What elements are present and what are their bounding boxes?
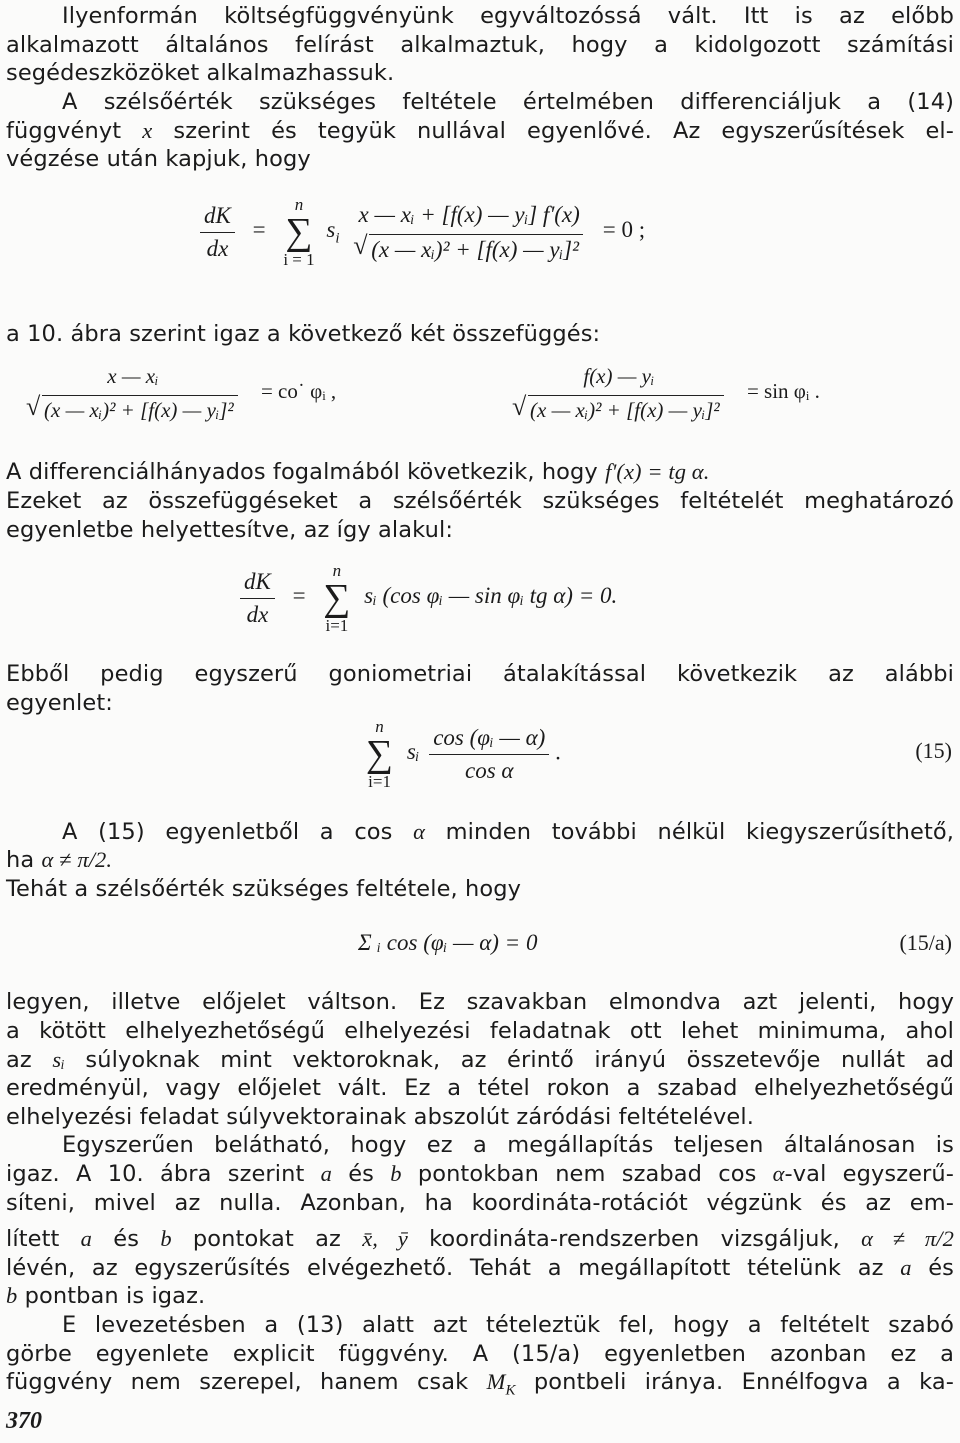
p7-line5 [6, 1254, 954, 1282]
p6-line3-a: az [6, 1047, 53, 1073]
p8-line2: görbe egyenlete explicit függvény. A (15/a) egyenletben azonban ez a [6, 1341, 954, 1367]
eq2-right-num: f(x) — yᵢ [583, 364, 655, 388]
p6-line3-b: súlyoknak mint vektoroknak, az érintő irányú összetevője nullát ad [64, 1047, 955, 1073]
eq15-tail: . [555, 739, 561, 765]
eq1-numerator: x — xᵢ + [f(x) — yᵢ] f'(x) [358, 201, 580, 227]
p3-line1-math: f'(x) = tg α. [605, 459, 710, 484]
var-alpha: α [413, 819, 426, 844]
p7-line2 [6, 1160, 954, 1188]
eq3-equals: = [292, 583, 306, 609]
var-b: b [390, 1161, 402, 1186]
eq1-weight [326, 217, 340, 247]
p5-line2-math: α ≠ π/2. [41, 847, 113, 872]
p7-line6-b: pontban is igaz. [17, 1283, 206, 1309]
equation-simplified [240, 562, 617, 634]
page-number: 370 [6, 1408, 42, 1434]
p7-line2-a: igaz. A 10. ábra szerint [6, 1161, 321, 1187]
var-alpha: α [772, 1161, 785, 1186]
p5-line2-a: ha [6, 847, 42, 873]
eq15-num: cos (φᵢ — α) [433, 724, 546, 750]
eq1-sqrt: √ (x — xᵢ)² + [f(x) — yᵢ]² [369, 234, 583, 263]
p7-line6 [6, 1282, 954, 1310]
p2-line2-b: szerint és tegyük nullával egyenlővé. Az egyszerűsítések el- [152, 118, 954, 144]
p8-line3-b: pontbeli iránya. Ennélfogva a ka- [515, 1369, 954, 1395]
eq15-den: cos α [429, 754, 549, 784]
p7-line4 [6, 1225, 954, 1253]
var-si: sᵢ [52, 1047, 65, 1072]
p7-line4-a: lített [6, 1226, 81, 1252]
eq1-sum-top: n [294, 195, 304, 214]
p2-line1: A szélsőérték szükséges feltétele értelmében differenciáljuk a (14) [62, 89, 954, 115]
p2-line2-a: függvényt [6, 118, 143, 144]
eq2-right-rhs: = sin φᵢ . [746, 379, 820, 404]
var-a: a [900, 1255, 912, 1280]
var-m: M [486, 1369, 506, 1394]
p7-line5-a: lévén, az egyszerűsítés elvégezhető. Tehát a megállapított tételünk az [6, 1255, 901, 1281]
var-b: b [6, 1283, 18, 1308]
eq3-sum-top: n [332, 561, 342, 580]
p8-line3-a: függvény nem szerepel, hanem csak [6, 1369, 487, 1395]
p5-line1-a: A (15) egyenletből a cos [62, 819, 414, 845]
p2-line2 [6, 117, 954, 145]
eq3-lhs-den: dx [240, 598, 275, 628]
p7-line4-c: pontokat az [171, 1226, 363, 1252]
eq15a-number: (15/a) [899, 930, 952, 955]
eq1-rhs: = 0 ; [602, 217, 646, 243]
eq1-lhs-den: dx [200, 232, 235, 262]
p6-line3 [6, 1046, 954, 1074]
var-b: b [160, 1226, 172, 1251]
p7-line4-math: α ≠ π/2 [861, 1226, 954, 1251]
equation-cos [24, 364, 336, 423]
p3-line1 [6, 458, 954, 486]
eq2-right-den [510, 392, 728, 423]
p6-line2: a kötött elhelyezhetőségű elhelyezési feladatnak ott lehet minimuma, ahol [6, 1018, 954, 1044]
p4-line2: egyenlet: [6, 690, 113, 716]
p7-line5-b: és [911, 1255, 954, 1281]
eq1-weight-s: s [326, 217, 336, 243]
eq15-weight: sᵢ [406, 739, 420, 765]
eq2-left-num: x — xᵢ [107, 364, 159, 388]
eq1-weight-sub: i [335, 230, 340, 247]
eq1-lhs-num: dK [204, 202, 231, 228]
eq1-lhs-fraction [200, 203, 235, 262]
eq3-lhs-fraction [240, 569, 275, 628]
sigma-icon: ∑ [323, 577, 351, 619]
p3-line2: Ezeket az összefüggéseket a szélsőérték szükséges feltételét meghatározó [6, 488, 954, 514]
p5-line3: Tehát a szélsőérték szükséges feltétele, hogy [6, 876, 522, 902]
p7-line2-c: pontokban nem szabad cos [401, 1161, 773, 1187]
p1-line2: alkalmazott általános felírást alkalmaztuk, hogy a kidolgozott számítási [6, 32, 954, 58]
eq1-main-fraction [351, 202, 587, 263]
var-a: a [80, 1226, 93, 1251]
eq1-denominator [351, 231, 587, 263]
p6-line5: elhelyezési feladat súlyvektorainak abszolút záródási feltételével. [6, 1104, 754, 1130]
var-m-sub: K [505, 1382, 516, 1399]
eq15-fraction [429, 725, 549, 784]
var-a: a [320, 1161, 333, 1186]
eq2-left-rhs: = co˙ φᵢ , [260, 379, 337, 404]
eq2-left-sqrt: √ (x — xᵢ)² + [f(x) — yᵢ]² [42, 395, 238, 423]
p5-line1 [62, 818, 954, 846]
eq2-left-fraction [24, 364, 242, 423]
var-x: x [142, 118, 153, 143]
p7-line2-b: és [332, 1161, 391, 1187]
eq3-lhs-num: dK [244, 568, 271, 594]
equation-15a: Σ ᵢ cos (φᵢ — α) = 0 [358, 930, 538, 955]
eq15-sum-bot: i=1 [368, 772, 391, 791]
equation-dk [200, 196, 645, 268]
eq15-number: (15) [915, 738, 952, 763]
p2-line3: végzése után kapjuk, hogy [6, 146, 311, 172]
p6-line4: eredményül, vagy előjelet vált. Ez a tétel rokon a szabad elhelyezhetőségű [6, 1075, 954, 1101]
eq3-body: sᵢ (cos φᵢ — sin φᵢ tg α) = 0. [364, 583, 618, 609]
p5-line1-b: minden további nélkül kiegyszerűsíthető, [425, 819, 954, 845]
equation-15 [366, 718, 561, 790]
sigma-icon: ∑ [285, 211, 313, 253]
eq1-sum [283, 196, 314, 268]
eq2-left-den [24, 392, 242, 423]
eq2-right-sqrt: √ (x — xᵢ)² + [f(x) — yᵢ]² [528, 395, 724, 423]
p7-line4-d: koordináta-rendszerben vizsgáljuk, [407, 1226, 862, 1252]
var-mk [486, 1369, 516, 1399]
equation-sin [510, 364, 820, 423]
fig-ref-line: a 10. ábra szerint igaz a következő két összefüggés: [6, 321, 601, 347]
var-xy: x̄, ȳ [362, 1226, 408, 1251]
eq3-sum [323, 562, 350, 634]
eq3-sum-bot: i=1 [325, 616, 349, 635]
eq1-sum-bot: i = 1 [283, 250, 315, 269]
eq1-equals: = [252, 217, 266, 243]
p1-line3: segédeszközöket alkalmazhassuk. [6, 60, 395, 86]
eq15-sum [366, 718, 393, 790]
p1-line1: Ilyenformán költségfüggvényünk egyváltozóssá vált. Itt is az előbb [62, 3, 954, 29]
p7-line3: síteni, mivel az nulla. Azonban, ha koordináta-rotációt végzünk és az em- [6, 1190, 954, 1216]
p7-line1: Egyszerűen belátható, hogy ez a megállapítás teljesen általánosan is [62, 1132, 954, 1158]
p5-line2 [6, 846, 954, 874]
eq2-right-fraction [510, 364, 728, 423]
p8-line3 [6, 1368, 954, 1405]
p7-line2-d: -val egyszerű- [784, 1161, 954, 1187]
p7-line4-b: és [92, 1226, 161, 1252]
p8-line1: E levezetésben a (13) alatt azt tételeztük fel, hogy a feltételt szabó [62, 1312, 954, 1338]
p3-line1-a: A differenciálhányados fogalmából következik, hogy [6, 459, 606, 485]
p4-line1: Ebből pedig egyszerű goniometriai átalakítással következik az alábbi [6, 661, 954, 687]
p3-line3: egyenletbe helyettesítve, az így alakul: [6, 517, 454, 543]
eq15-sum-top: n [375, 717, 384, 736]
p6-line1: legyen, illetve előjelet váltson. Ez szavakban elmondva azt jelenti, hogy [6, 989, 954, 1015]
sigma-icon: ∑ [366, 733, 394, 775]
